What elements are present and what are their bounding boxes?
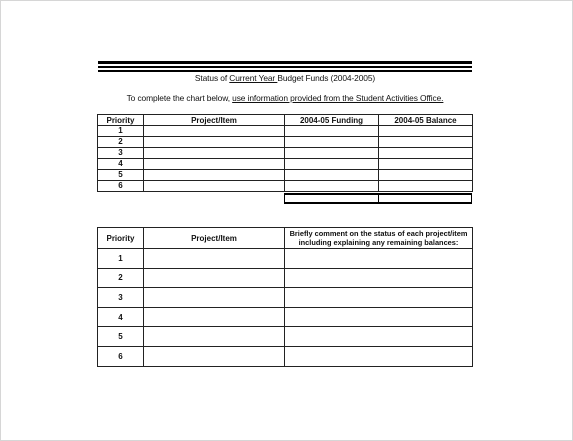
table-row (98, 148, 473, 159)
project-item-cell[interactable] (144, 126, 285, 137)
balance-cell[interactable] (379, 126, 473, 137)
header-balance: 2004-05 Balance (379, 115, 473, 126)
table-row (98, 181, 473, 192)
project-item-cell[interactable] (144, 181, 285, 192)
header-funding: 2004-05 Funding (285, 115, 379, 126)
table-row (98, 249, 473, 269)
table-row (98, 137, 473, 148)
header-project-item: Project/Item (144, 115, 285, 126)
comment-cell[interactable] (285, 249, 473, 269)
priority-cell: 5 (98, 327, 144, 347)
funding-total-cell[interactable] (284, 193, 379, 204)
header-rule-middle (98, 66, 472, 68)
priority-cell: 3 (98, 288, 144, 308)
header-priority: Priority (98, 228, 144, 249)
table-row (98, 268, 473, 288)
priority-cell: 6 (98, 181, 144, 192)
funding-cell[interactable] (285, 181, 379, 192)
instruction-prefix: To complete the chart below, (126, 93, 233, 103)
project-item-cell[interactable] (144, 268, 285, 288)
comment-cell[interactable] (285, 268, 473, 288)
funding-cell[interactable] (285, 126, 379, 137)
project-item-cell[interactable] (144, 148, 285, 159)
funding-table (97, 114, 473, 192)
priority-cell: 2 (98, 137, 144, 148)
table-row (98, 288, 473, 308)
project-item-cell[interactable] (144, 137, 285, 148)
balance-cell[interactable] (379, 159, 473, 170)
balance-cell[interactable] (379, 148, 473, 159)
title-prefix: Status of (194, 73, 230, 83)
balance-cell[interactable] (379, 181, 473, 192)
project-item-cell[interactable] (144, 170, 285, 181)
table-row (98, 170, 473, 181)
table-row (98, 327, 473, 347)
table-row (98, 126, 473, 137)
project-item-cell[interactable] (144, 346, 285, 366)
project-item-cell[interactable] (144, 288, 285, 308)
instruction-underlined: use information provided from the Student Activities Office. (232, 93, 444, 103)
header-priority: Priority (98, 115, 144, 126)
comment-cell[interactable] (285, 307, 473, 327)
document-title (98, 73, 472, 83)
table-row (98, 307, 473, 327)
title-underlined: Current Year (229, 73, 278, 83)
priority-cell: 6 (98, 346, 144, 366)
header-rule-top (98, 61, 472, 64)
priority-cell: 1 (98, 126, 144, 137)
balance-cell[interactable] (379, 137, 473, 148)
priority-cell: 2 (98, 268, 144, 288)
table-row (98, 346, 473, 366)
priority-cell: 5 (98, 170, 144, 181)
instruction-text (98, 93, 472, 103)
funding-cell[interactable] (285, 148, 379, 159)
priority-cell: 3 (98, 148, 144, 159)
header-comment: Briefly comment on the status of each project/item including explaining any remaining balances: (285, 228, 473, 249)
balance-cell[interactable] (379, 170, 473, 181)
funding-cell[interactable] (285, 159, 379, 170)
title-suffix: Budget Funds (2004-2005) (277, 73, 376, 83)
header-project-item: Project/Item (144, 228, 285, 249)
balance-total-cell[interactable] (378, 193, 472, 204)
funding-cell[interactable] (285, 170, 379, 181)
funding-cell[interactable] (285, 137, 379, 148)
project-item-cell[interactable] (144, 307, 285, 327)
comment-cell[interactable] (285, 327, 473, 347)
project-item-cell[interactable] (144, 327, 285, 347)
project-item-cell[interactable] (144, 159, 285, 170)
priority-cell: 4 (98, 159, 144, 170)
comment-cell[interactable] (285, 288, 473, 308)
table-row (98, 159, 473, 170)
priority-cell: 1 (98, 249, 144, 269)
comment-cell[interactable] (285, 346, 473, 366)
header-rule-bottom (98, 70, 472, 72)
project-item-cell[interactable] (144, 249, 285, 269)
status-comment-table (97, 227, 473, 367)
priority-cell: 4 (98, 307, 144, 327)
